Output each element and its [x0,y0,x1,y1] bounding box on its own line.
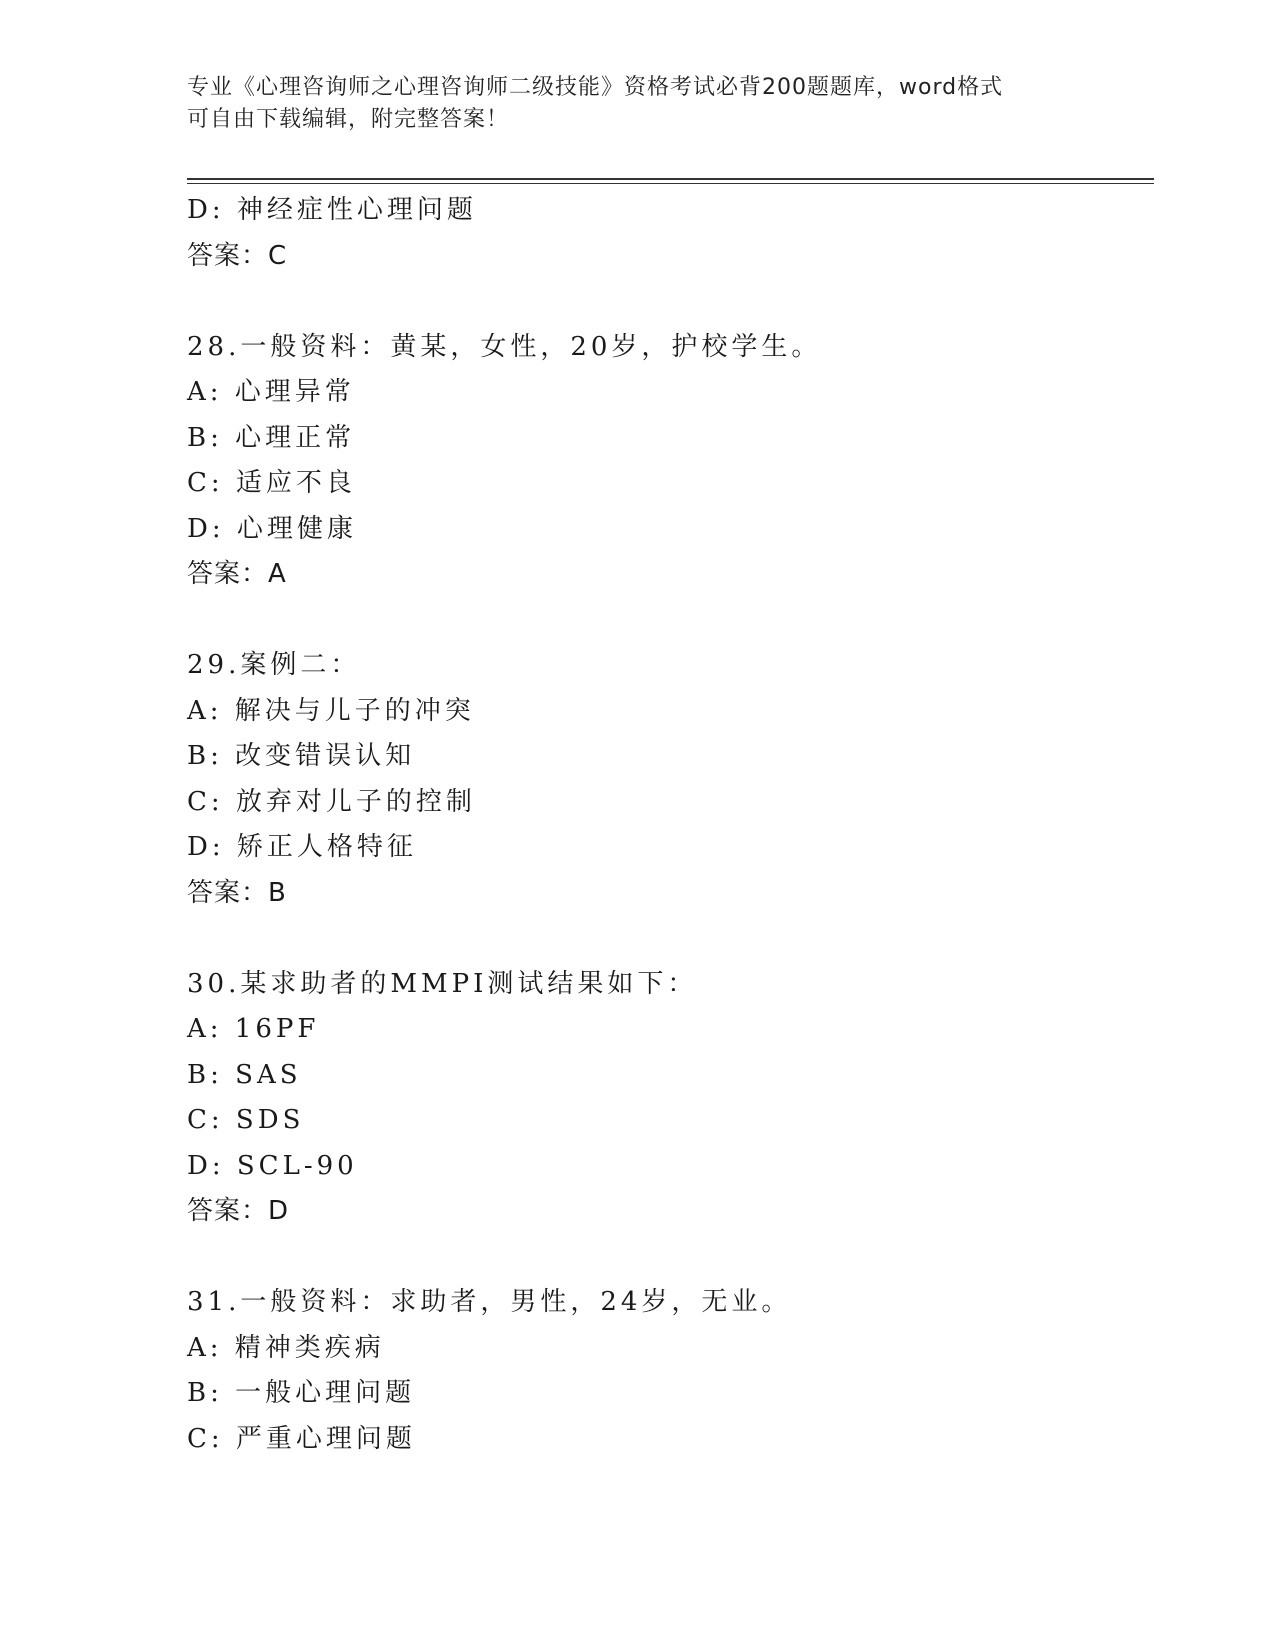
question-block-27-tail [187,188,1154,279]
question-block-29 [187,643,1154,916]
question-stem: 31.一般资料：求助者，男性，24岁，无业。 [187,1287,792,1317]
answer-line: 答案：C [187,240,288,271]
option-c: C: 适应不良 [187,468,356,498]
header-line-1: 专业《心理咨询师之心理咨询师二级技能》资格考试必背200题题库，word格式 [187,75,1004,100]
option-b: B: 一般心理问题 [187,1378,416,1408]
option-a: A: 16PF [187,1014,320,1044]
option-b: B: SAS [187,1059,302,1090]
option-c: C: SDS [187,1105,305,1135]
option-a: A: 解决与儿子的冲突 [187,695,475,726]
option-b: B: 改变错误认知 [187,741,416,771]
question-list [187,188,1154,1462]
header-line-2: 可自由下载编辑，附完整答案！ [187,107,510,132]
option-d: D: SCL-90 [187,1150,358,1181]
question-block-31 [187,1280,1154,1462]
question-stem: 30.某求助者的MMPI测试结果如下： [187,968,698,999]
question-stem: 29.案例二： [187,650,361,680]
spacer [187,279,1154,325]
document-header [187,72,1087,136]
spacer [187,1235,1154,1281]
question-block-28 [187,325,1154,598]
answer-line: 答案：B [187,877,287,908]
option-a: A: 精神类疾病 [187,1332,385,1363]
question-stem: 28.一般资料：黄某，女性，20岁，护校学生。 [187,331,822,362]
spacer [187,916,1154,962]
header-divider-thin [187,183,1154,184]
option-a: A: 心理异常 [187,377,355,407]
answer-line: 答案：A [187,559,287,589]
header-divider-thick [187,178,1154,180]
question-block-30 [187,962,1154,1235]
answer-line: 答案：D [187,1196,290,1226]
spacer [187,598,1154,644]
option-c: C: 严重心理问题 [187,1423,416,1454]
option-d: D: 神经症性心理问题 [187,195,477,225]
option-d: D: 矫正人格特征 [187,832,417,862]
option-d: D: 心理健康 [187,513,357,544]
option-c: C: 放弃对儿子的控制 [187,786,476,817]
option-b: B: 心理正常 [187,422,356,453]
